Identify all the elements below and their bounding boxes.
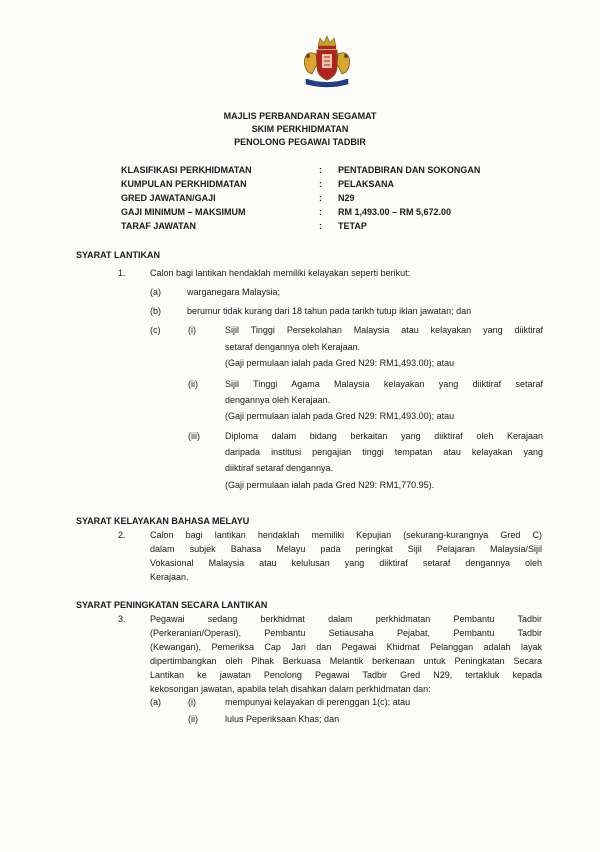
subitem-label: (ii) bbox=[188, 379, 198, 389]
para-number: 3. bbox=[118, 614, 126, 624]
subitem-text: setaraf dengannya oleh Kerajaan. bbox=[225, 342, 361, 352]
info-value: PENTADBIRAN DAN SOKONGAN bbox=[338, 165, 481, 175]
info-label: TARAF JAWATAN bbox=[121, 221, 196, 231]
section-heading: SYARAT KELAYAKAN BAHASA MELAYU bbox=[76, 516, 250, 526]
item-label: (a) bbox=[150, 287, 161, 297]
para-text: Kerajaan. bbox=[150, 572, 189, 582]
info-value: N29 bbox=[338, 193, 355, 203]
subitem-text: daripada institusi pengajian tinggi tempatan atau kelayakan yang bbox=[225, 447, 543, 457]
subitem-label: (i) bbox=[188, 325, 196, 335]
info-value: PELAKSANA bbox=[338, 179, 395, 189]
para-text: Calon bagi lantikan hendaklah memiliki kelayakan seperti berikut: bbox=[150, 268, 411, 278]
section-heading: SYARAT PENINGKATAN SECARA LANTIKAN bbox=[76, 600, 268, 610]
info-sep: : bbox=[319, 221, 322, 231]
subitem-label: (ii) bbox=[188, 714, 198, 724]
info-sep: : bbox=[319, 179, 322, 189]
subitem-text: Sijil Tinggi Agama Malaysia kelayakan yang diiktiraf setaraf bbox=[225, 379, 543, 389]
subitem-text: lulus Peperiksaan Khas; dan bbox=[225, 714, 340, 724]
para-text: (Kewangan), Pemeriksa Cap Jari dan Pegawai Khidmat Pelanggan adalah layak bbox=[150, 642, 542, 652]
info-label: GAJI MINIMUM – MAKSIMUM bbox=[121, 207, 246, 217]
info-value: RM 1,493.00 – RM 5,672.00 bbox=[338, 207, 452, 217]
subitem-text: mempunyai kelayakan di perenggan 1(c); atau bbox=[225, 697, 411, 707]
subitem-label: (iii) bbox=[188, 431, 200, 441]
subitem-text: diiktiraf setaraf dengannya. bbox=[225, 463, 334, 473]
info-sep: : bbox=[319, 165, 322, 175]
para-text: Lantikan ke jawatan Penolong Pegawai Tadbir Gred N29, tertakluk kepada bbox=[150, 670, 542, 680]
subitem-text: Diploma dalam bidang berkaitan yang diiktiraf oleh Kerajaan bbox=[225, 431, 543, 441]
salary-note: (Gaji permulaan ialah pada Gred N29: RM1,493.00); atau bbox=[225, 411, 455, 421]
para-text: dalam subjek Bahasa Melayu pada peringkat Sijil Pelajaran Malaysia/Sijil bbox=[150, 544, 542, 554]
item-text: berumur tidak kurang dari 18 tahun pada tarikh tutup iklan jawatan; dan bbox=[187, 306, 472, 316]
subitem-label: (i) bbox=[188, 697, 196, 707]
para-text: Vokasional Malaysia atau kelulusan yang diiktiraf setaraf dengannya oleh bbox=[150, 558, 542, 568]
item-label: (b) bbox=[150, 306, 161, 316]
item-label: (c) bbox=[150, 325, 161, 335]
info-label: KLASIFIKASI PERKHIDMATAN bbox=[121, 165, 252, 175]
para-text: dipertimbangkan oleh Pihak Berkuasa Melantik berkenaan untuk Peningkatan Secara bbox=[150, 656, 542, 666]
info-label: KUMPULAN PERKHIDMATAN bbox=[121, 179, 247, 189]
info-sep: : bbox=[319, 207, 322, 217]
para-text: Calon bagi lantikan hendaklah memiliki Kepujian (sekurang-kurangnya Gred C) bbox=[150, 530, 542, 540]
info-value: TETAP bbox=[338, 221, 367, 231]
majlis-crest-logo bbox=[296, 34, 358, 88]
para-text: Pegawai sedang berkhidmat dalam perkhidmatan Pembantu Tadbir bbox=[150, 614, 542, 624]
para-number: 2. bbox=[118, 530, 126, 540]
subitem-text: dengannya oleh Kerajaan. bbox=[225, 395, 331, 405]
info-label: GRED JAWATAN/GAJI bbox=[121, 193, 216, 203]
post-title: PENOLONG PEGAWAI TADBIR bbox=[234, 137, 366, 147]
para-text: kekosongan jawatan, apabila telah disahkan dalam perkhidmatan dan: bbox=[150, 684, 431, 694]
item-text: warganegara Malaysia; bbox=[187, 287, 281, 297]
info-sep: : bbox=[319, 193, 322, 203]
org-name: MAJLIS PERBANDARAN SEGAMAT bbox=[223, 111, 377, 121]
para-number: 1. bbox=[118, 268, 126, 278]
item-label: (a) bbox=[150, 697, 161, 707]
salary-note: (Gaji permulaan ialah pada Gred N29: RM1,493.00); atau bbox=[225, 358, 455, 368]
salary-note: (Gaji permulaan ialah pada Gred N29: RM1,770.95). bbox=[225, 480, 435, 490]
section-heading: SYARAT LANTIKAN bbox=[76, 250, 161, 260]
para-text: (Perkeranian/Operasi), Pembantu Setiausaha Pejabat, Pembantu Tadbir bbox=[150, 628, 542, 638]
scheme-title: SKIM PERKHIDMATAN bbox=[251, 124, 349, 134]
subitem-text: Sijil Tinggi Persekolahan Malaysia atau kelayakan yang diiktiraf bbox=[225, 325, 543, 335]
